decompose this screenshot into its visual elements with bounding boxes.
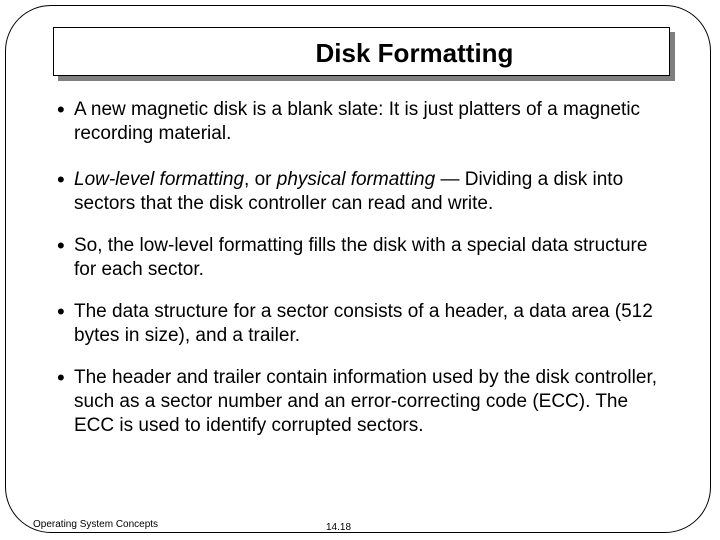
bullet-text-joiner: , or: [244, 169, 277, 190]
footer-course-title: Operating System Concepts: [33, 519, 159, 530]
footer-page-number: 14.18: [326, 522, 352, 533]
bullet-marker: •: [57, 233, 65, 258]
bullet-5: [57, 366, 667, 438]
bullet-marker: •: [57, 299, 65, 324]
slide-title: Disk Formatting: [315, 38, 514, 68]
bullet-marker: •: [57, 365, 65, 390]
bullet-1: [57, 98, 667, 146]
title-box: [53, 27, 670, 76]
bullet-text: So, the low-level formatting fills the disk with a special data structure for each sector.: [74, 235, 648, 280]
bullet-text: [57, 168, 667, 216]
bullet-marker: •: [57, 167, 65, 192]
bullet-4: [57, 300, 667, 348]
bullet-text-rest: — Dividing a disk into sectors that the disk controller can read and write.: [74, 169, 624, 214]
bullet-text: The data structure for a sector consists of a header, a data area (512 bytes in size), and a trailer.: [74, 301, 653, 346]
bullet-marker: •: [57, 97, 65, 122]
bullet-3: [57, 234, 667, 282]
term-low-level-formatting: Low-level formatting: [74, 169, 245, 190]
bullet-2: [57, 168, 667, 216]
bullet-text: The header and trailer contain information used by the disk controller, such as a sector number and an error-correcting code (ECC). The ECC is used to identify corrupted sectors.: [74, 367, 657, 436]
bullet-text: A new magnetic disk is a blank slate: It is just platters of a magnetic recording material.: [74, 99, 641, 144]
term-physical-formatting: physical formatting: [276, 169, 436, 190]
